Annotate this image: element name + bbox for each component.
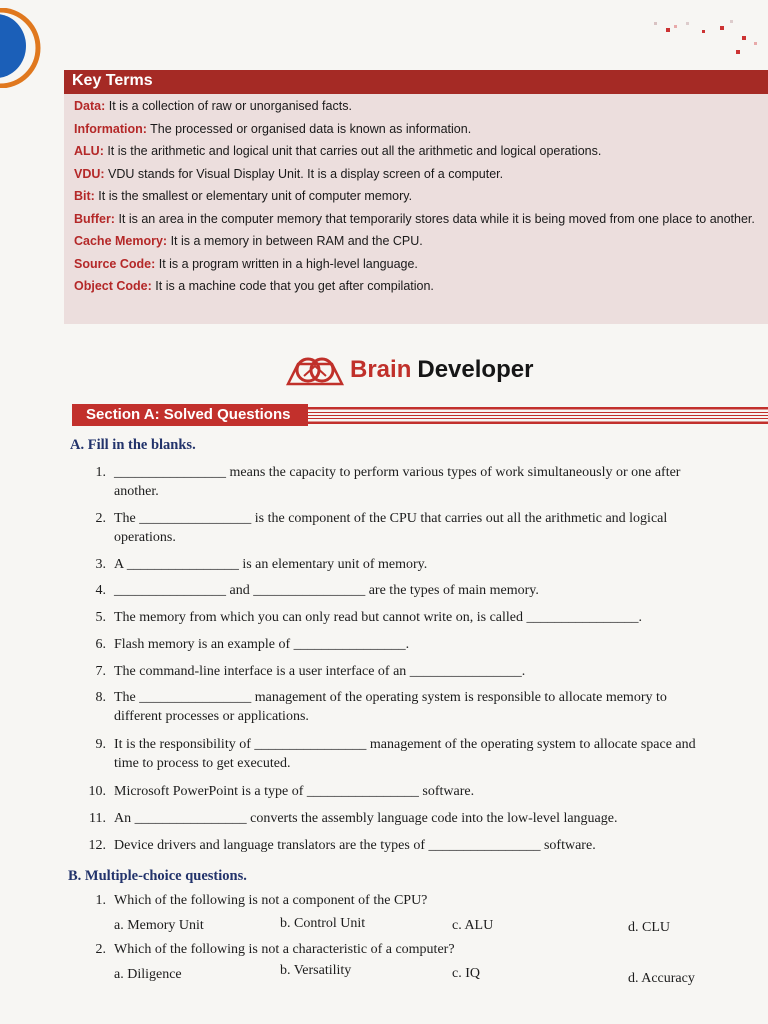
key-term-alu: ALU: It is the arithmetic and logical unit that carries out all the arithmetic and logical operations. bbox=[74, 144, 602, 158]
option-b2-b: b. Versatility bbox=[280, 963, 352, 978]
key-term-information: Information: The processed or organised data is known as information. bbox=[74, 121, 472, 136]
section-title: Section A: Solved Questions bbox=[86, 406, 291, 423]
option-b2-a: a. Diligence bbox=[114, 967, 182, 982]
decorative-dots-icon bbox=[644, 12, 764, 62]
option-b2-d: d. Accuracy bbox=[628, 971, 695, 986]
option-b2-c: c. IQ bbox=[452, 966, 480, 981]
part-a-heading: A. Fill in the blanks. bbox=[70, 437, 196, 453]
brain-word: Brain bbox=[350, 356, 412, 383]
option-b1-c: c. ALU bbox=[452, 918, 494, 933]
developer-word: Developer bbox=[417, 356, 534, 383]
corner-logo-icon bbox=[0, 8, 42, 88]
part-b-heading: B. Multiple-choice questions. bbox=[68, 868, 247, 884]
key-term-buffer: Buffer: It is an area in the computer memory that temporarily stores data while it is being moved from one place to another. bbox=[74, 211, 755, 226]
option-b1-a: a. Memory Unit bbox=[114, 918, 204, 933]
key-term-vdu: VDU: VDU stands for Visual Display Unit. It is a display screen of a computer. bbox=[74, 166, 504, 181]
key-term-source-code: Source Code: It is a program written in a high-level language. bbox=[74, 256, 418, 271]
key-term-cache-memory: Cache Memory: It is a memory in between RAM and the CPU. bbox=[74, 234, 423, 248]
key-terms-list bbox=[74, 98, 764, 301]
key-terms-title: Key Terms bbox=[72, 72, 153, 89]
option-b1-b: b. Control Unit bbox=[280, 916, 366, 931]
key-term-data: Data: It is a collection of raw or unorganised facts. bbox=[74, 99, 352, 113]
brain-icon bbox=[284, 352, 346, 388]
section-rule-lines bbox=[308, 404, 768, 426]
key-term-bit: Bit: It is the smallest or elementary unit of computer memory. bbox=[74, 189, 413, 203]
key-term-object-code: Object Code: It is a machine code that you get after compilation. bbox=[74, 279, 434, 293]
key-terms-header bbox=[64, 70, 768, 94]
option-b1-d: d. CLU bbox=[628, 920, 670, 935]
brain-developer-banner bbox=[284, 350, 533, 390]
